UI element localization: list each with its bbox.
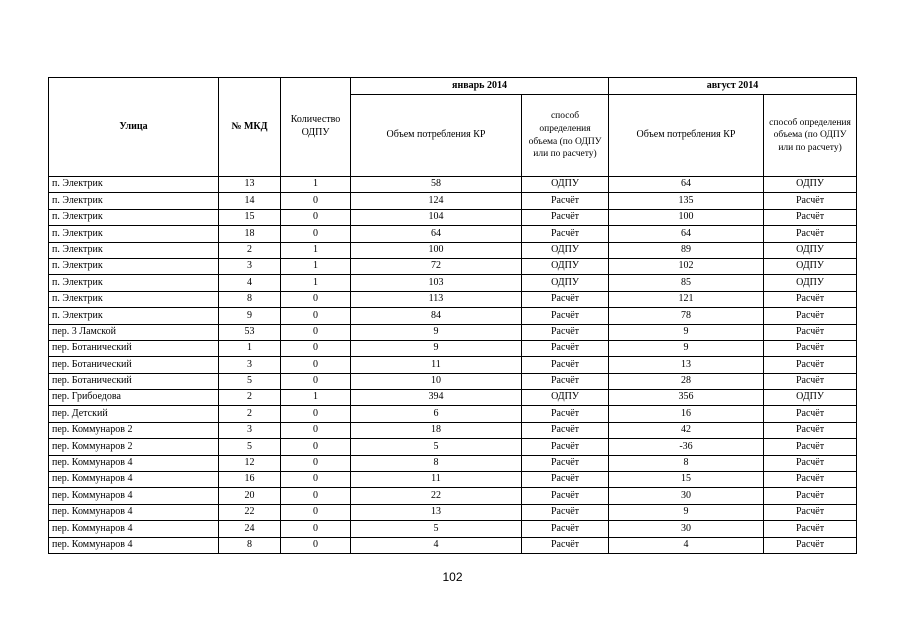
- cell-volume-aug: 89: [609, 242, 764, 258]
- cell-method-jan: ОДПУ: [522, 258, 609, 274]
- cell-volume-aug: 15: [609, 472, 764, 488]
- cell-method-jan: Расчёт: [522, 193, 609, 209]
- cell-street: п. Электрик: [49, 209, 219, 225]
- cell-mkd: 2: [219, 390, 281, 406]
- cell-street: пер. Коммунаров 4: [49, 504, 219, 520]
- cell-volume-aug: 356: [609, 390, 764, 406]
- cell-mkd: 14: [219, 193, 281, 209]
- table-row: [49, 258, 857, 274]
- cell-odpu-count: 1: [281, 242, 351, 258]
- cell-volume-aug: 135: [609, 193, 764, 209]
- cell-method-jan: Расчёт: [522, 455, 609, 471]
- table-row: [49, 406, 857, 422]
- header-method-aug: способ определения объема (по ОДПУ или по расчету): [764, 95, 857, 177]
- cell-volume-jan: 9: [351, 324, 522, 340]
- cell-volume-aug: 30: [609, 488, 764, 504]
- cell-method-jan: Расчёт: [522, 373, 609, 389]
- cell-volume-aug: 9: [609, 340, 764, 356]
- cell-method-aug: Расчёт: [764, 308, 857, 324]
- cell-volume-jan: 64: [351, 226, 522, 242]
- cell-street: пер. Грибоедова: [49, 390, 219, 406]
- cell-volume-jan: 394: [351, 390, 522, 406]
- cell-volume-jan: 58: [351, 177, 522, 193]
- cell-volume-jan: 104: [351, 209, 522, 225]
- cell-street: пер. Коммунаров 4: [49, 488, 219, 504]
- cell-method-jan: Расчёт: [522, 504, 609, 520]
- cell-street: п. Электрик: [49, 226, 219, 242]
- cell-mkd: 24: [219, 521, 281, 537]
- table-row: [49, 537, 857, 553]
- cell-method-aug: Расчёт: [764, 373, 857, 389]
- cell-method-aug: ОДПУ: [764, 275, 857, 291]
- cell-volume-aug: 64: [609, 177, 764, 193]
- cell-method-aug: Расчёт: [764, 472, 857, 488]
- cell-volume-jan: 22: [351, 488, 522, 504]
- cell-street: пер. Коммунаров 4: [49, 521, 219, 537]
- cell-method-aug: Расчёт: [764, 209, 857, 225]
- cell-volume-aug: 102: [609, 258, 764, 274]
- cell-volume-jan: 11: [351, 472, 522, 488]
- cell-street: п. Электрик: [49, 275, 219, 291]
- table-row: [49, 193, 857, 209]
- cell-odpu-count: 0: [281, 340, 351, 356]
- cell-method-jan: Расчёт: [522, 324, 609, 340]
- cell-method-jan: Расчёт: [522, 472, 609, 488]
- cell-odpu-count: 0: [281, 455, 351, 471]
- cell-volume-aug: 30: [609, 521, 764, 537]
- cell-mkd: 16: [219, 472, 281, 488]
- header-volume-jan: Объем потребления КР: [351, 95, 522, 177]
- cell-volume-jan: 124: [351, 193, 522, 209]
- cell-volume-jan: 10: [351, 373, 522, 389]
- cell-method-jan: Расчёт: [522, 406, 609, 422]
- cell-mkd: 3: [219, 422, 281, 438]
- table-row: [49, 390, 857, 406]
- cell-odpu-count: 0: [281, 373, 351, 389]
- cell-street: п. Электрик: [49, 177, 219, 193]
- table-row: [49, 439, 857, 455]
- cell-volume-jan: 5: [351, 439, 522, 455]
- cell-method-aug: Расчёт: [764, 340, 857, 356]
- cell-volume-aug: 42: [609, 422, 764, 438]
- cell-method-jan: Расчёт: [522, 226, 609, 242]
- header-street: Улица: [49, 78, 219, 177]
- cell-mkd: 22: [219, 504, 281, 520]
- cell-volume-jan: 113: [351, 291, 522, 307]
- header-volume-aug: Объем потребления КР: [609, 95, 764, 177]
- table-row: [49, 177, 857, 193]
- cell-odpu-count: 0: [281, 193, 351, 209]
- cell-street: п. Электрик: [49, 291, 219, 307]
- cell-volume-jan: 5: [351, 521, 522, 537]
- cell-method-aug: Расчёт: [764, 439, 857, 455]
- cell-odpu-count: 1: [281, 390, 351, 406]
- cell-method-jan: Расчёт: [522, 209, 609, 225]
- cell-method-aug: ОДПУ: [764, 177, 857, 193]
- table-row: [49, 455, 857, 471]
- cell-odpu-count: 1: [281, 258, 351, 274]
- cell-odpu-count: 0: [281, 422, 351, 438]
- cell-street: пер. 3 Ламской: [49, 324, 219, 340]
- cell-method-aug: ОДПУ: [764, 258, 857, 274]
- cell-method-aug: Расчёт: [764, 504, 857, 520]
- cell-method-jan: Расчёт: [522, 422, 609, 438]
- cell-method-aug: Расчёт: [764, 422, 857, 438]
- cell-volume-aug: 8: [609, 455, 764, 471]
- cell-mkd: 3: [219, 258, 281, 274]
- table-row: [49, 324, 857, 340]
- cell-method-aug: Расчёт: [764, 291, 857, 307]
- cell-mkd: 18: [219, 226, 281, 242]
- cell-method-aug: Расчёт: [764, 488, 857, 504]
- table-row: [49, 226, 857, 242]
- cell-method-aug: Расчёт: [764, 537, 857, 553]
- cell-mkd: 2: [219, 242, 281, 258]
- cell-volume-aug: 121: [609, 291, 764, 307]
- header-month-january: январь 2014: [351, 78, 609, 95]
- cell-volume-aug: 78: [609, 308, 764, 324]
- cell-street: пер. Детский: [49, 406, 219, 422]
- cell-street: п. Электрик: [49, 308, 219, 324]
- cell-volume-aug: 16: [609, 406, 764, 422]
- cell-method-aug: Расчёт: [764, 357, 857, 373]
- cell-mkd: 3: [219, 357, 281, 373]
- cell-method-jan: Расчёт: [522, 357, 609, 373]
- cell-mkd: 1: [219, 340, 281, 356]
- cell-method-jan: ОДПУ: [522, 177, 609, 193]
- cell-method-jan: Расчёт: [522, 439, 609, 455]
- cell-odpu-count: 0: [281, 537, 351, 553]
- cell-volume-aug: 28: [609, 373, 764, 389]
- table-row: [49, 275, 857, 291]
- cell-volume-aug: 9: [609, 324, 764, 340]
- cell-mkd: 53: [219, 324, 281, 340]
- cell-method-jan: ОДПУ: [522, 275, 609, 291]
- header-odpu-count: Количество ОДПУ: [281, 78, 351, 177]
- cell-odpu-count: 0: [281, 291, 351, 307]
- cell-street: пер. Ботанический: [49, 357, 219, 373]
- cell-odpu-count: 0: [281, 488, 351, 504]
- cell-odpu-count: 0: [281, 324, 351, 340]
- cell-mkd: 5: [219, 373, 281, 389]
- table-row: [49, 472, 857, 488]
- cell-volume-aug: 9: [609, 504, 764, 520]
- cell-odpu-count: 0: [281, 357, 351, 373]
- header-method-jan: способ определения объема (по ОДПУ или по расчету): [522, 95, 609, 177]
- cell-street: п. Электрик: [49, 242, 219, 258]
- cell-mkd: 5: [219, 439, 281, 455]
- cell-odpu-count: 0: [281, 226, 351, 242]
- cell-method-aug: ОДПУ: [764, 242, 857, 258]
- table-row: [49, 422, 857, 438]
- cell-volume-aug: 85: [609, 275, 764, 291]
- cell-street: пер. Коммунаров 2: [49, 439, 219, 455]
- cell-street: пер. Коммунаров 2: [49, 422, 219, 438]
- cell-method-jan: Расчёт: [522, 521, 609, 537]
- cell-method-jan: Расчёт: [522, 308, 609, 324]
- cell-volume-jan: 72: [351, 258, 522, 274]
- cell-method-aug: Расчёт: [764, 406, 857, 422]
- table-body: [49, 177, 857, 554]
- cell-volume-jan: 8: [351, 455, 522, 471]
- cell-mkd: 4: [219, 275, 281, 291]
- cell-mkd: 8: [219, 291, 281, 307]
- consumption-table: [48, 77, 857, 554]
- cell-mkd: 15: [219, 209, 281, 225]
- cell-street: пер. Коммунаров 4: [49, 472, 219, 488]
- cell-street: пер. Ботанический: [49, 340, 219, 356]
- cell-method-jan: ОДПУ: [522, 390, 609, 406]
- cell-volume-jan: 4: [351, 537, 522, 553]
- cell-odpu-count: 0: [281, 521, 351, 537]
- cell-mkd: 9: [219, 308, 281, 324]
- cell-volume-jan: 6: [351, 406, 522, 422]
- cell-method-jan: Расчёт: [522, 291, 609, 307]
- cell-volume-aug: 4: [609, 537, 764, 553]
- header-mkd: № МКД: [219, 78, 281, 177]
- table-row: [49, 209, 857, 225]
- cell-street: п. Электрик: [49, 193, 219, 209]
- cell-method-jan: ОДПУ: [522, 242, 609, 258]
- cell-volume-jan: 13: [351, 504, 522, 520]
- cell-method-jan: Расчёт: [522, 488, 609, 504]
- cell-volume-jan: 18: [351, 422, 522, 438]
- cell-mkd: 20: [219, 488, 281, 504]
- cell-odpu-count: 0: [281, 209, 351, 225]
- cell-street: пер. Коммунаров 4: [49, 455, 219, 471]
- cell-mkd: 12: [219, 455, 281, 471]
- table-row: [49, 521, 857, 537]
- cell-mkd: 8: [219, 537, 281, 553]
- header-month-august: август 2014: [609, 78, 857, 95]
- cell-volume-aug: 13: [609, 357, 764, 373]
- cell-mkd: 2: [219, 406, 281, 422]
- cell-volume-jan: 84: [351, 308, 522, 324]
- cell-mkd: 13: [219, 177, 281, 193]
- cell-odpu-count: 1: [281, 177, 351, 193]
- table-row: [49, 308, 857, 324]
- page-number: 102: [442, 570, 463, 584]
- cell-street: пер. Коммунаров 4: [49, 537, 219, 553]
- cell-odpu-count: 0: [281, 308, 351, 324]
- cell-volume-aug: 64: [609, 226, 764, 242]
- table-row: [49, 291, 857, 307]
- cell-method-aug: Расчёт: [764, 193, 857, 209]
- cell-method-jan: Расчёт: [522, 340, 609, 356]
- table-row: [49, 357, 857, 373]
- cell-odpu-count: 1: [281, 275, 351, 291]
- cell-volume-jan: 9: [351, 340, 522, 356]
- table-row: [49, 242, 857, 258]
- cell-street: п. Электрик: [49, 258, 219, 274]
- cell-volume-aug: -36: [609, 439, 764, 455]
- cell-method-aug: Расчёт: [764, 226, 857, 242]
- cell-volume-jan: 11: [351, 357, 522, 373]
- table-row: [49, 373, 857, 389]
- table-row: [49, 488, 857, 504]
- cell-method-aug: Расчёт: [764, 521, 857, 537]
- cell-volume-jan: 103: [351, 275, 522, 291]
- cell-method-jan: Расчёт: [522, 537, 609, 553]
- cell-street: пер. Ботанический: [49, 373, 219, 389]
- table-row: [49, 504, 857, 520]
- cell-odpu-count: 0: [281, 504, 351, 520]
- table-row: [49, 340, 857, 356]
- cell-odpu-count: 0: [281, 439, 351, 455]
- cell-odpu-count: 0: [281, 472, 351, 488]
- cell-odpu-count: 0: [281, 406, 351, 422]
- cell-volume-aug: 100: [609, 209, 764, 225]
- cell-method-aug: Расчёт: [764, 324, 857, 340]
- cell-volume-jan: 100: [351, 242, 522, 258]
- cell-method-aug: Расчёт: [764, 455, 857, 471]
- cell-method-aug: ОДПУ: [764, 390, 857, 406]
